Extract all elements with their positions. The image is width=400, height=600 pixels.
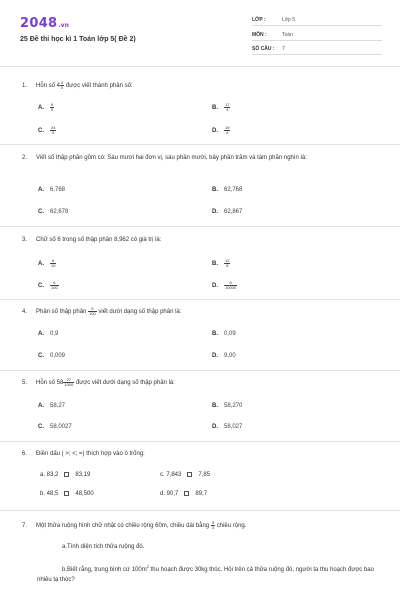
- option-value: 9,00: [224, 353, 236, 359]
- question-number: 7.: [22, 523, 28, 529]
- q3-option-b[interactable]: [212, 259, 230, 269]
- q1-option-c[interactable]: [38, 126, 56, 136]
- fraction-numerator: 6: [50, 281, 59, 286]
- compare-right: 83,19: [75, 472, 91, 478]
- fraction-numerator: 6: [50, 259, 56, 264]
- q7-part-b: [37, 562, 382, 585]
- fraction: [50, 126, 56, 135]
- question-text-part: được viết thành phân số:: [65, 83, 133, 90]
- fraction-denominator: 1000: [64, 382, 74, 387]
- question-text: [36, 521, 381, 531]
- fraction-numerator: 17: [225, 102, 230, 107]
- fraction-denominator: 5: [61, 85, 64, 90]
- option-value: 0,9: [50, 331, 59, 337]
- answer-box[interactable]: [187, 472, 192, 477]
- answer-box[interactable]: [184, 491, 189, 496]
- q6-item-a: [40, 470, 90, 480]
- meta-count-value: 7: [282, 46, 285, 52]
- option-label: A.: [38, 403, 44, 409]
- q5-option-c[interactable]: [38, 422, 72, 432]
- option-label: A.: [38, 331, 44, 337]
- fraction: [88, 307, 97, 316]
- q7-part-a: a.Tính diện tích thửa ruộng đó.: [62, 544, 145, 550]
- meta-class-label: LỚP :: [252, 17, 266, 23]
- fraction: [63, 378, 74, 387]
- question-text-part: chiều rộng.: [216, 523, 247, 530]
- question-text-part: Một thửa ruộng hình chữ nhật có chiều rộng 60m, chiều dài bằng: [36, 523, 210, 530]
- fraction-denominator: 10000: [225, 285, 237, 290]
- question-text: Chữ số 6 trong số thập phân 8,962 có giá trị là:: [36, 237, 162, 243]
- fraction-numerator: 5: [211, 520, 215, 525]
- meta-count-label: SỐ CÂU :: [252, 46, 275, 52]
- brand-logo[interactable]: [20, 16, 69, 30]
- q1-option-b[interactable]: [212, 103, 230, 113]
- q6-item-b: [40, 489, 94, 499]
- meta-class-value: Lớp 5: [282, 17, 296, 23]
- compare-right: 89,7: [195, 491, 208, 497]
- option-label: D.: [212, 128, 218, 135]
- question-text-part: Hỗn số 58: [36, 380, 64, 387]
- fraction-denominator: 4: [226, 107, 229, 112]
- fraction: [224, 281, 237, 290]
- fraction-numerator: 4: [61, 80, 64, 85]
- question-text-part: Phân số thập phân: [36, 309, 87, 316]
- question-text: Điền dấu ( >; <; =) thích hợp vào ô trống:: [36, 451, 145, 457]
- option-value: 58,270: [224, 403, 243, 409]
- meta-subject-label: MÔN :: [252, 32, 267, 38]
- brand-suffix: .vn: [58, 22, 69, 29]
- fraction-numerator: 9: [88, 307, 97, 312]
- option-label: A.: [38, 105, 44, 112]
- q3-option-d[interactable]: [212, 281, 237, 291]
- fraction: [50, 281, 59, 290]
- q2-option-b[interactable]: [212, 185, 242, 195]
- page-title: 25 Đề thi học kì 1 Toán lớp 5( Đề 2): [20, 36, 136, 43]
- q5-option-b[interactable]: [212, 401, 242, 411]
- q4-option-b[interactable]: [212, 329, 236, 339]
- meta-subject-value: Toán: [282, 32, 293, 38]
- superscript: 2: [146, 564, 149, 569]
- q6-item-d: [160, 489, 207, 499]
- compare-right: 7,85: [198, 472, 211, 478]
- fraction-numerator: 24: [51, 125, 56, 130]
- header: [0, 0, 400, 62]
- q3-option-c[interactable]: [38, 281, 59, 291]
- q2-option-c[interactable]: [38, 207, 68, 217]
- question-number: 3.: [22, 237, 28, 243]
- option-value: 0,09: [224, 331, 236, 337]
- option-label: A.: [38, 187, 44, 193]
- question-divider: [0, 299, 400, 300]
- q5-option-a[interactable]: [38, 401, 65, 411]
- option-value: 62,678: [50, 209, 69, 215]
- fraction-denominator: 10: [51, 263, 56, 268]
- q4-option-a[interactable]: [38, 329, 58, 339]
- option-label: D.: [212, 283, 218, 290]
- question-text-part: thu hoạch được 30kg thóc. Hỏi trên cả thửa ruộng đó, người ta thu hoạch được bao nhiêu tạ thóc?: [37, 567, 374, 583]
- option-label: C.: [38, 353, 44, 359]
- q1-option-d[interactable]: [212, 126, 230, 136]
- fraction: [224, 126, 230, 135]
- fraction: [211, 521, 215, 530]
- fraction-denominator: 5: [51, 107, 54, 112]
- q2-option-d[interactable]: [212, 207, 242, 217]
- option-label: C.: [38, 209, 44, 215]
- compare-left: a. 83,2: [40, 472, 59, 478]
- compare-right: 48,500: [75, 491, 94, 497]
- question-text: Viết số thập phân gồm có: Sáu mươi hai đơn vị, sáu phần mười, bảy phần trăm và tám phần nghìn là:: [36, 155, 307, 161]
- option-label: A.: [38, 261, 44, 268]
- option-value: 58,0027: [50, 424, 72, 430]
- question-text-part: được viết dưới dạng số thập phân là:: [75, 380, 175, 387]
- fraction: [224, 103, 230, 112]
- question-text: [36, 378, 381, 388]
- question-text-part: b.Biết rằng, trung bình cứ 100m: [62, 567, 147, 573]
- q5-option-d[interactable]: [212, 422, 242, 432]
- option-label: B.: [212, 261, 218, 268]
- fraction-numerator: 9: [51, 102, 54, 107]
- option-label: C.: [38, 128, 44, 135]
- question-number: 4.: [22, 309, 28, 315]
- q3-option-a[interactable]: [38, 259, 56, 269]
- fraction: [224, 259, 230, 268]
- answer-box[interactable]: [64, 491, 69, 496]
- q6-item-c: [160, 470, 210, 480]
- compare-left: b. 48,5: [40, 491, 59, 497]
- question-text: [36, 81, 381, 91]
- q4-option-c[interactable]: [38, 351, 65, 361]
- fraction-denominator: 5: [52, 130, 55, 135]
- option-label: B.: [212, 331, 218, 337]
- answer-box[interactable]: [64, 472, 69, 477]
- fraction: [50, 259, 56, 268]
- question-number: 5.: [22, 380, 28, 386]
- question-text-part: viết dưới dạng số thập phân là:: [98, 309, 182, 316]
- compare-left: d. 90,7: [160, 491, 179, 497]
- question-text: [36, 307, 381, 317]
- fraction-numerator: 19: [225, 125, 230, 130]
- fraction-numerator: 6: [224, 281, 237, 286]
- q4-option-d[interactable]: [212, 351, 236, 361]
- question-divider: [0, 370, 400, 371]
- question-divider: [0, 226, 400, 227]
- q2-option-a[interactable]: [38, 185, 65, 195]
- question-divider: [0, 441, 400, 442]
- fraction-denominator: 100: [51, 285, 58, 290]
- meta-class: [252, 16, 382, 26]
- question-number: 1.: [22, 83, 28, 89]
- option-label: C.: [38, 283, 44, 290]
- option-value: 58,027: [224, 424, 243, 430]
- question-number: 6.: [22, 451, 28, 457]
- meta-subject: [252, 31, 382, 41]
- option-label: D.: [212, 424, 218, 430]
- brand-name: 2048: [20, 16, 58, 31]
- option-value: 6,768: [50, 187, 66, 193]
- meta-count: [252, 45, 382, 55]
- option-label: B.: [212, 105, 218, 112]
- compare-left: c. 7,843: [160, 472, 182, 478]
- fraction-denominator: 4: [226, 130, 229, 135]
- header-divider: [0, 66, 400, 67]
- question-number: 2.: [22, 155, 28, 161]
- option-value: 62,768: [224, 187, 243, 193]
- question-divider: [0, 510, 400, 511]
- option-label: B.: [212, 403, 218, 409]
- question-text-part: Hỗn số 4: [36, 83, 61, 90]
- option-label: B.: [212, 187, 218, 193]
- fraction: [50, 103, 54, 112]
- option-value: 0,009: [50, 353, 66, 359]
- q1-option-a[interactable]: [38, 103, 54, 113]
- option-label: C.: [38, 424, 44, 430]
- question-divider: [0, 144, 400, 145]
- fraction-denominator: 3: [211, 525, 215, 530]
- fraction-numerator: 12: [225, 258, 230, 263]
- option-value: 58,27: [50, 403, 66, 409]
- option-value: 62,867: [224, 209, 243, 215]
- option-label: D.: [212, 353, 218, 359]
- fraction-denominator: 5: [226, 263, 229, 268]
- fraction-numerator: 27: [63, 378, 74, 383]
- fraction-denominator: 100: [89, 311, 96, 316]
- fraction: [60, 81, 64, 90]
- option-label: D.: [212, 209, 218, 215]
